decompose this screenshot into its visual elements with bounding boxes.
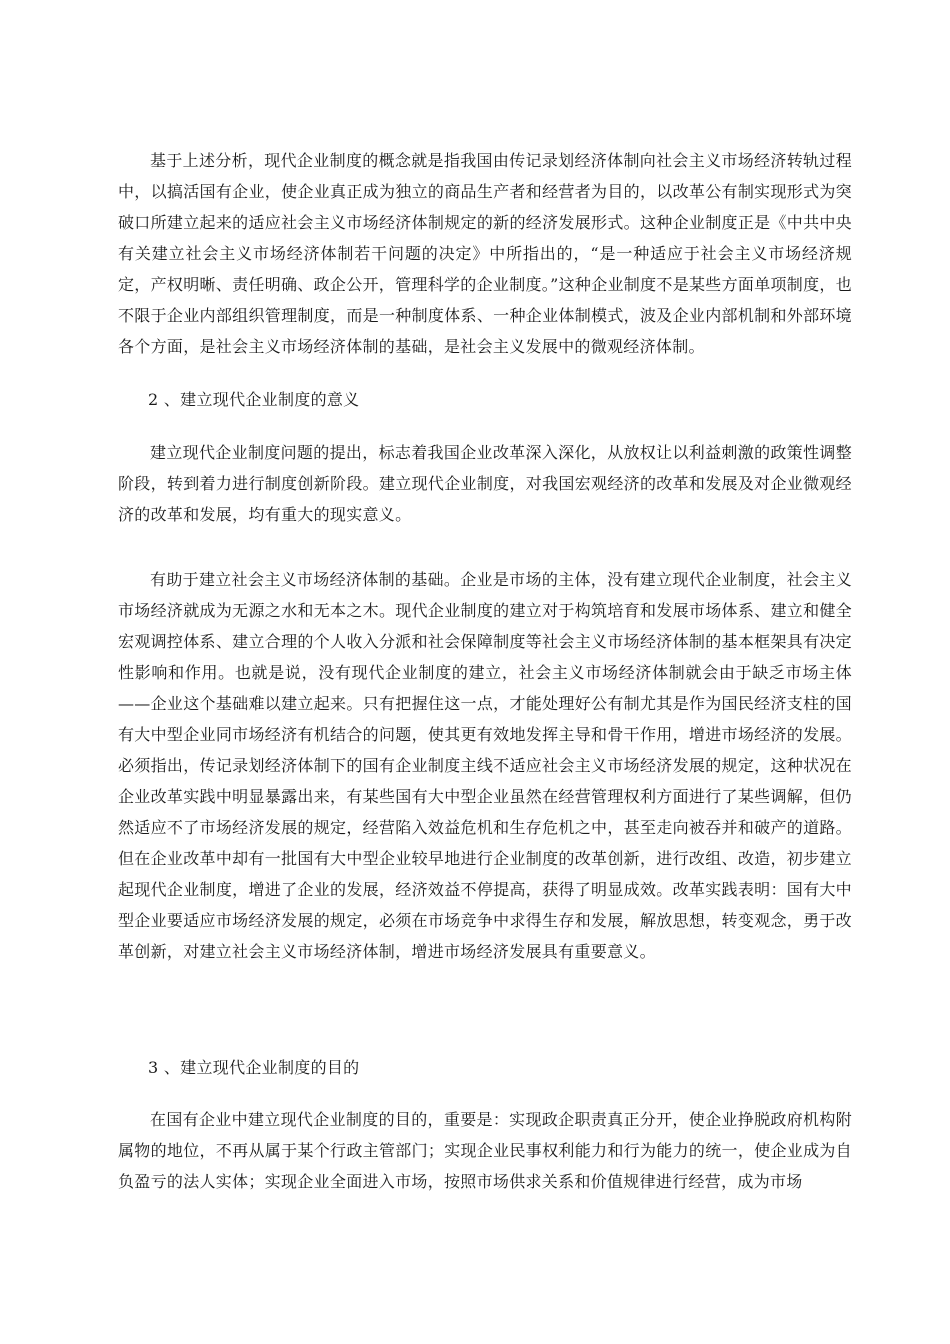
paragraph-text: 在国有企业中建立现代企业制度的目的，重要是：实现政企职责真正分开，使企业挣脱政府机构附属物的地位，不再从属于某个行政主管部门；实现企业民事权利能力和行为能力的统一，使企业成为自负盈亏的法人实体；实现企业全面进入市场，按照市场供求关系和价值规律进行经营，成为市场 [118, 1110, 852, 1191]
paragraph-text: 建立现代企业制度问题的提出，标志着我国企业改革深入深化，从放权让以利益刺激的政策性调整阶段，转到着力进行制度创新阶段。建立现代企业制度，对我国宏观经济的改革和发展及对企业微观经济的改革和发展，均有重大的现实意义。 [118, 443, 852, 524]
paragraph-text: 基于上述分析，现代企业制度的概念就是指我国由传记录划经济体制向社会主义市场经济转轨过程中，以搞活国有企业，使企业真正成为独立的商品生产者和经营者为目的，以改革公有制实现形式为突破口所建立起来的适应社会主义市场经济体制规定的新的经济发展形式。这种企业制度正是《中共中央有关建立社会主义市场经济体制若干问题的决定》中所指出的，“是一种适应于社会主义市场经济规定，产权明晰、责任明确、政企公开，管理科学的企业制度。”这种企业制度不是某些方面单项制度，也不限于企业内部组织管理制度，而是一种制度体系、一种企业体制模式，波及企业内部机制和外部环境各个方面，是社会主义市场经济体制的基础，是社会主义发展中的微观经济体制。 [118, 151, 852, 356]
section-heading-significance [118, 384, 852, 415]
paragraph-concept [118, 145, 852, 362]
section-heading-purpose [118, 1052, 852, 1083]
paragraph-purpose [118, 1104, 852, 1197]
paragraph-significance-intro [118, 437, 852, 530]
section-heading-text: 3 、建立现代企业制度的目的 [148, 1058, 360, 1077]
paragraph-market-foundation [118, 564, 852, 967]
section-heading-text: 2 、建立现代企业制度的意义 [148, 390, 360, 409]
paragraph-text: 有助于建立社会主义市场经济体制的基础。企业是市场的主体，没有建立现代企业制度，社会主义市场经济就成为无源之水和无本之木。现代企业制度的建立对于构筑培育和发展市场体系、建立和健全宏观调控体系、建立合理的个人收入分派和社会保障制度等社会主义市场经济体制的基本框架具有决定性影响和作用。也就是说，没有现代企业制度的建立，社会主义市场经济体制就会由于缺乏市场主体——企业这个基础难以建立起来。只有把握住这一点，才能处理好公有制尤其是作为国民经济支柱的国有大中型企业同市场经济有机结合的问题，使其更有效地发挥主导和骨干作用，增进市场经济的发展。必须指出，传记录划经济体制下的国有企业制度主线不适应社会主义市场经济发展的规定，这种状况在企业改革实践中明显暴露出来，有某些国有大中型企业虽然在经营管理权利方面进行了某些调解，但仍然适应不了市场经济发展的规定，经营陷入效益危机和生存危机之中，甚至走向被吞并和破产的道路。但在企业改革中却有一批国有大中型企业较早地进行企业制度的改革创新，进行改组、改造，初步建立起现代企业制度，增进了企业的发展，经济效益不停提高，获得了明显成效。改革实践表明：国有大中型企业要适应市场经济发展的规定，必须在市场竞争中求得生存和发展，解放思想，转变观念，勇于改革创新，对建立社会主义市场经济体制，增进市场经济发展具有重要意义。 [118, 570, 852, 961]
